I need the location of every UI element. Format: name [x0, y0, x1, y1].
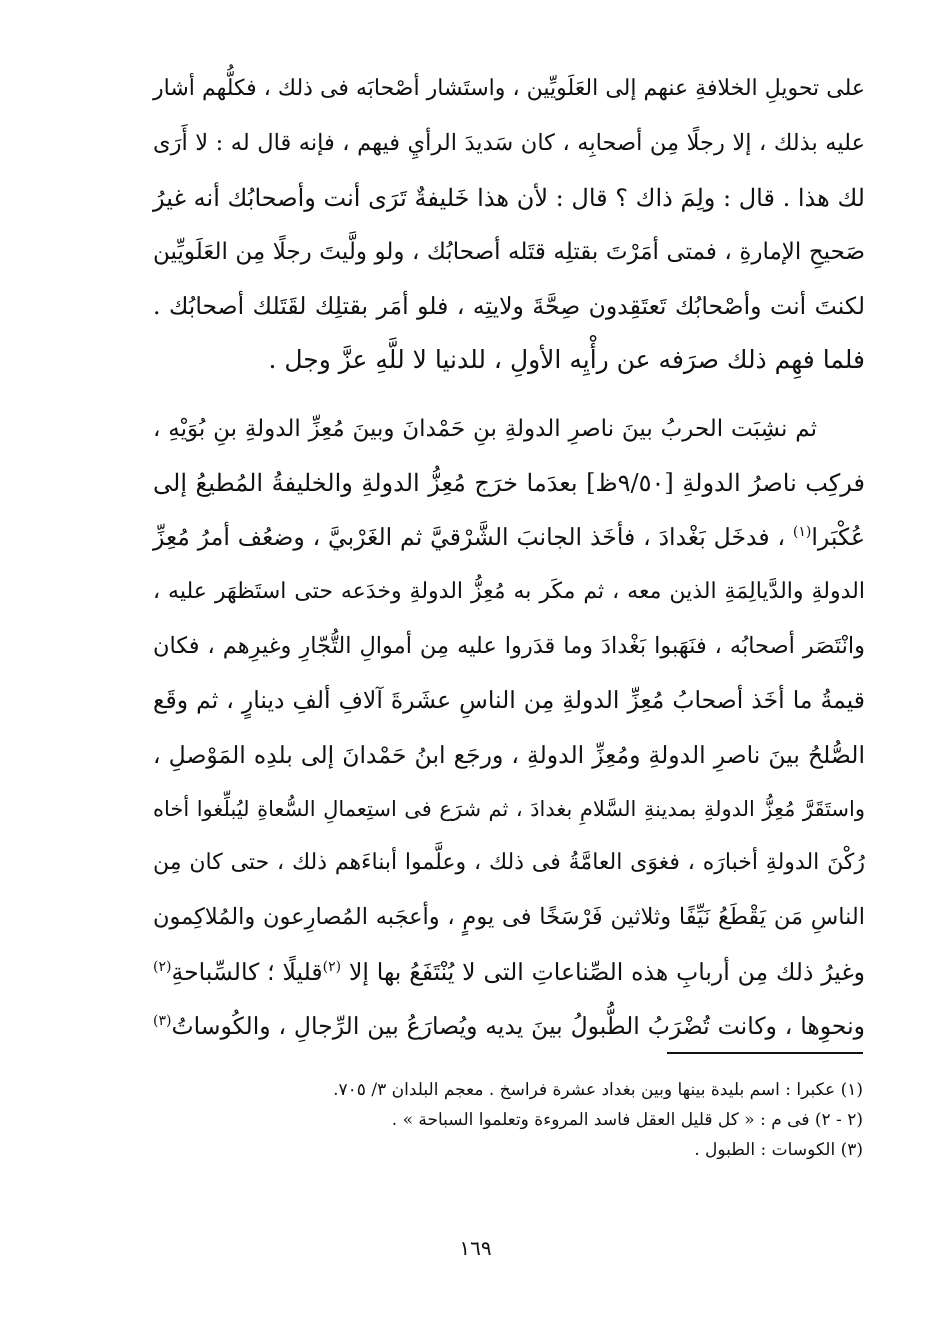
text-segment: عُكْبَرا [811, 523, 865, 552]
text-line: رُكْنَ الدولةِ أخبارَه ، فغوَى العامَّةُ فى ذلك ، وعلَّموا أبناءَهم ذلك ، حتى كان مِن [153, 850, 865, 876]
footnote-mark-2-end: (٢) [153, 958, 172, 975]
text-line: الصُّلحُ بينَ ناصرِ الدولةِ ومُعِزِّ الدولةِ ، ورجَع ابنُ حَمْدانَ إلى بلدِه المَوْصلِ ، [153, 740, 865, 769]
footnote-3: (٣) الكوسات : الطبول . [694, 1140, 863, 1160]
text-segment: ونحوِها ، وكانت تُضْرَبُ الطُّبولُ بينَ يديه ويُصارَعُ بين الرِّجالِ ، والكُوساتُ [171, 1012, 865, 1041]
text-line-with-footnote [153, 510, 865, 564]
text-line-with-footnote [153, 945, 865, 999]
text-line: الناسِ مَن يَقْطَعُ نَيِّفًا وثلاثين فَرْسَخًا فى يومٍ ، وأعجَبه المُصارِعون والمُلاكِمون [153, 904, 865, 931]
paragraph-2 [153, 402, 865, 1054]
text-line: وانْتَصَر أصحابُه ، فنَهَبوا بَغْدادَ وما قدَروا عليه مِن أموالِ التُّجّارِ وغيرِهم ، فكان [153, 632, 865, 659]
main-text [153, 62, 865, 1053]
text-line: واستَقَرَّ مُعِزُّ الدولةِ بمدينةِ السَّلامِ بغدادَ ، ثم شرَع فى استِعمالِ السُّعاةِ ليُبلِّغوا أخاه [153, 796, 865, 821]
footnote-1: (١) عكبرا : اسم بليدة بينها وبين بغداد عشرة فراسخ . معجم البلدان ٣/ ٧٠٥. [333, 1080, 863, 1100]
footnote-mark-3: (٣) [153, 1013, 172, 1030]
text-line: الدولةِ والدَّيالِمَةِ الذين معه ، ثم مكَر به مُعِزُّ الدولةِ وخدَعه حتى استَظهَر عليه ، [153, 578, 865, 604]
text-line: فركِب ناصرُ الدولةِ [٩/٥٠ظ] بعدَما خرَج مُعِزُّ الدولةِ والخليفةُ المُطيعُ إلى [153, 469, 865, 498]
paragraph-1 [153, 62, 865, 388]
paragraph-gap [153, 388, 865, 402]
text-line: قيمةُ ما أخَذ أصحابُ مُعِزِّ الدولةِ مِن الناسِ عشَرةَ آلافِ ألفِ دينارٍ ، ثم وقَع [153, 686, 865, 715]
text-line: عليه بذلك ، إلا رجلًا مِن أصحابِه ، كان سَديدَ الرأيِ فيهم ، فإنه قال له : لا أَرَى [153, 130, 865, 157]
text-line: لك هذا . قال : ولِمَ ذاك ؟ قال : لأن هذا خَليفةٌ تَرَى أنت وأصحابُك أنه غيرُ [153, 183, 865, 212]
text-line: لكنتَ أنت وأصْحابُك تَعتَقِدون صِحَّةَ ولايتِه ، فلو أمَر بقتلِك لقَتَلك أصحابُك . [153, 292, 865, 321]
text-segment: قليلًا ؛ كالسِّباحةِ [171, 957, 323, 986]
page-number: ١٦٩ [459, 1236, 492, 1260]
text-line: على تحويلِ الخلافةِ عنهم إلى العَلَويِّين ، واستَشار أصْحابَه فى ذلك ، فكلُّهم أشار [153, 76, 865, 101]
footnote-mark-2: (٢) [322, 958, 342, 975]
text-segment: ، فدخَل بَغْدادَ ، فأخَذ الجانبَ الشَّرْقيَّ ثم الغَرْبيَّ ، وضعُف أمرُ مُعِزِّ [153, 523, 786, 552]
text-line-with-footnote [153, 999, 865, 1053]
text-segment: وغيرُ ذلك مِن أربابِ هذه الصِّناعاتِ التى لا يُنْتَفَعُ بها إلا [349, 957, 865, 986]
footnote-separator [667, 1052, 863, 1054]
text-line: صَحيحِ الإمارةِ ، فمتى أمَرْتَ بقتلِه قتَله أصحابُك ، ولو ولَّيتَ رجلًا مِن العَلَويِّين [153, 238, 865, 265]
footnotes [263, 1075, 863, 1165]
text-line: فلما فهِم ذلك صرَفه عن رأْيِه الأولِ ، للدنيا لا للَّهِ عزَّ وجل . [268, 345, 865, 375]
footnote-mark-1: (١) [792, 524, 812, 541]
footnote-2: (٢ - ٢) فى م : « كل قليل العقل فاسد المروءة وتعلموا السباحة » . [391, 1110, 863, 1130]
text-line: ثم نشِبَت الحربُ بينَ ناصرِ الدولةِ بنِ حَمْدانَ وبينَ مُعِزِّ الدولةِ بنِ بُوَيْهِ ، [153, 415, 817, 442]
